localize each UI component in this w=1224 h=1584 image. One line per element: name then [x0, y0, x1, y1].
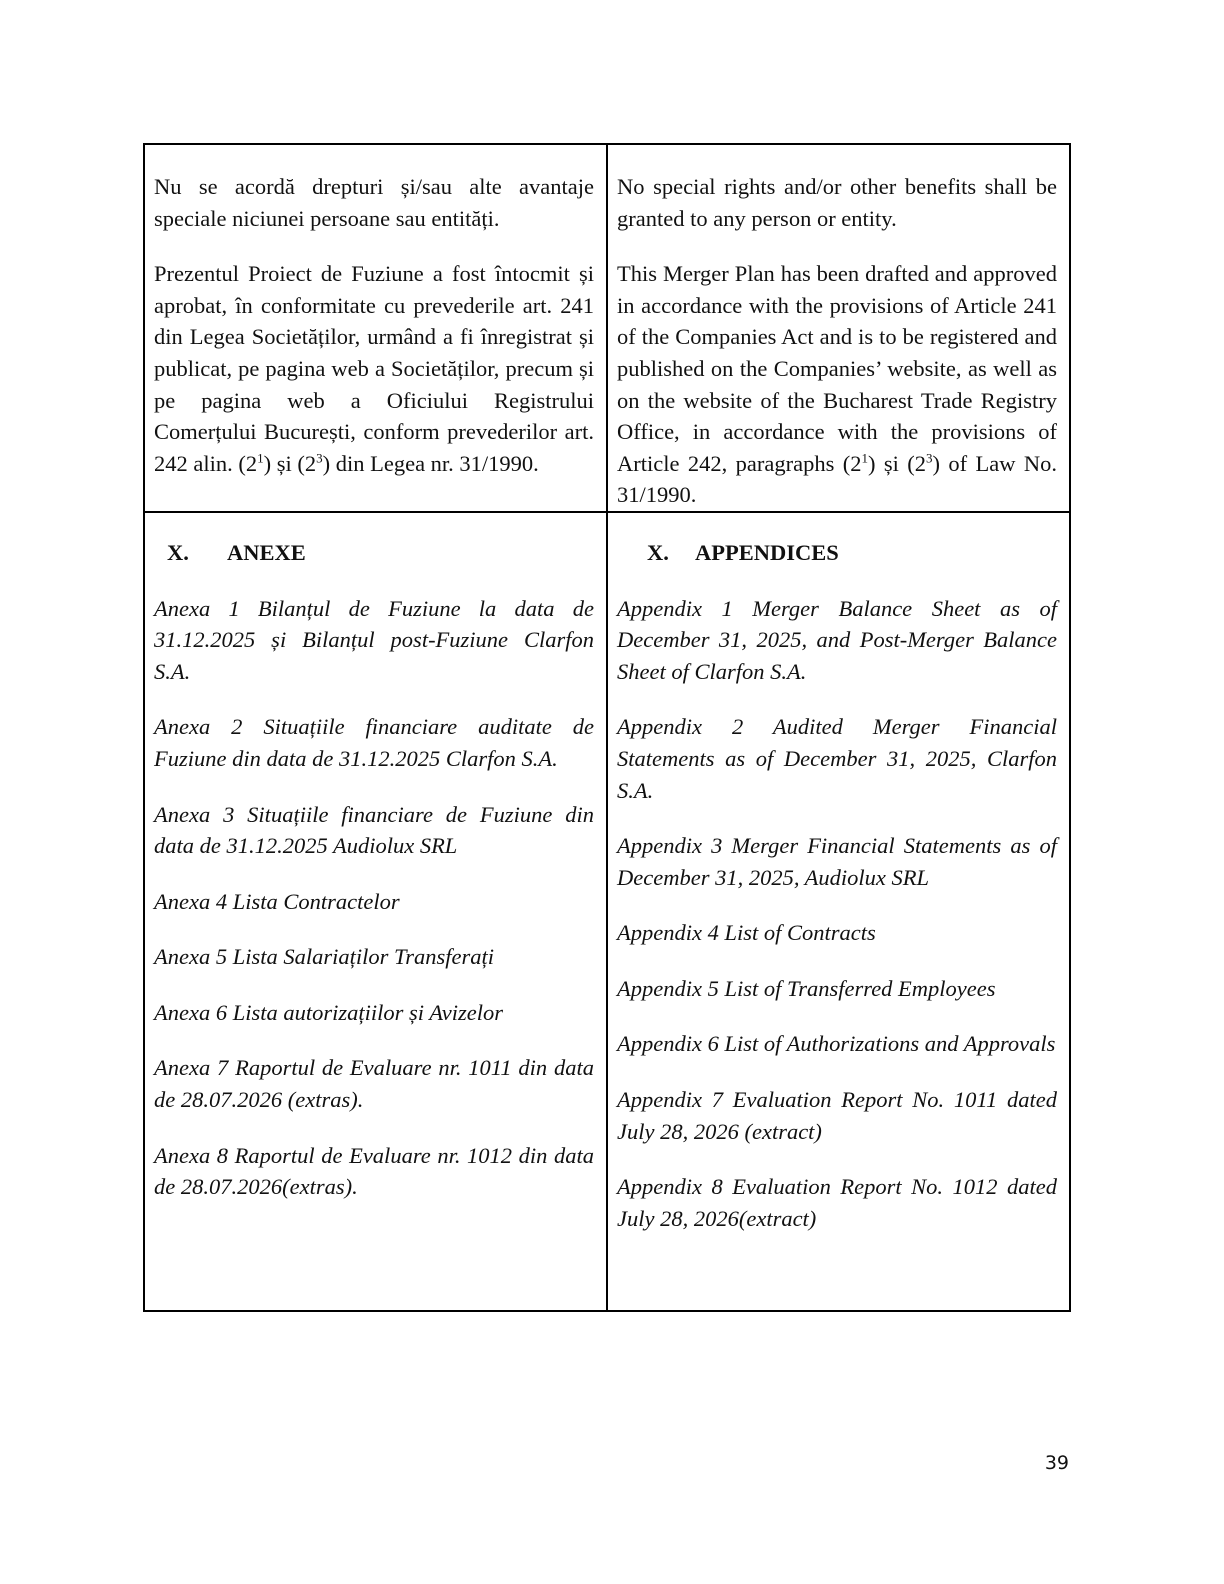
list-item: Appendix 6 List of Authorizations and Approvals [617, 1031, 1056, 1057]
list-item: Anexa 1 Bilanțul de Fuziune la data de 31.12.2025 și Bilanțul post-Fuziune Clarfon S.A. [154, 595, 594, 684]
list-item: Anexa 5 Lista Salariaților Transferați [154, 944, 495, 970]
romanian-annex-cell [144, 512, 607, 1311]
page-number: 39 [1044, 1452, 1069, 1474]
english-cell [607, 144, 1070, 512]
list-item: Appendix 5 List of Transferred Employees [617, 975, 996, 1001]
romanian-cell [144, 144, 607, 512]
list-item: Anexa 4 Lista Contractelor [154, 888, 400, 914]
table-row [144, 512, 1070, 1311]
list-item: Anexa 3 Situațiile financiare de Fuziune din data de 31.12.2025 Audiolux SRL [154, 801, 594, 859]
list-item: Appendix 1 Merger Balance Sheet as of December 31, 2025, and Post-Merger Balance Sheet of Clarfon S.A. [617, 595, 1057, 684]
list-item: Anexa 8 Raportul de Evaluare nr. 1012 din data de 28.07.2026(extras). [154, 1142, 594, 1200]
appendix-list [617, 593, 1057, 1235]
list-item: Appendix 4 List of Contracts [617, 920, 876, 946]
section-heading: X. APPENDICES [647, 539, 839, 565]
list-item: Appendix 3 Merger Financial Statements as of December 31, 2025, Audiolux SRL [617, 833, 1057, 890]
bilingual-table [143, 143, 1071, 1312]
paragraph: This Merger Plan has been drafted and approved in accordance with the provisions of Article 241 of the Companies Act and is to be registered and published on the Companies’ website, as well as on the website of the Bucharest Trade Registry Office, in accordance with the provisions of Article 242, paragraphs $(2^1)$ și $(2^3)$ of Law No. 31/1990. [617, 261, 1057, 508]
section-heading: X. ANEXE [167, 539, 306, 565]
list-item: Anexa 6 Lista autorizațiilor și Avizelor [154, 999, 503, 1025]
list-item: Anexa 7 Raportul de Evaluare nr. 1011 din data de 28.07.2026 (extras). [154, 1055, 594, 1113]
paragraph: Prezentul Proiect de Fuziune a fost întocmit și aprobat, în conformitate cu prevederile art. 241 din Legea Societăților, urmând a fi înregistrat și publicat, pe pagina web a Societăților, precum și pe pagina web a Oficiului Registrului Comerțului București, conform prevederilor art. 242 alin. $(2^1)$ și $(2^3)$ din Legea nr. 31/1990. [154, 261, 594, 476]
paragraph: No special rights and/or other benefits shall be granted to any person or entity. [617, 174, 1057, 231]
list-item: Appendix 2 Audited Merger Financial Statements as of December 31, 2025, Clarfon S.A. [617, 714, 1057, 803]
english-annex-cell [607, 512, 1070, 1311]
paragraph: Nu se acordă drepturi și/sau alte avantaje speciale niciunei persoane sau entități. [154, 174, 594, 231]
list-item: Appendix 8 Evaluation Report No. 1012 dated July 28, 2026(extract) [617, 1174, 1057, 1231]
table-row [144, 144, 1070, 512]
list-item: Anexa 2 Situațiile financiare auditate de Fuziune din data de 31.12.2025 Clarfon S.A. [154, 714, 594, 771]
annex-list [154, 593, 594, 1203]
list-item: Appendix 7 Evaluation Report No. 1011 dated July 28, 2026 (extract) [617, 1087, 1057, 1144]
